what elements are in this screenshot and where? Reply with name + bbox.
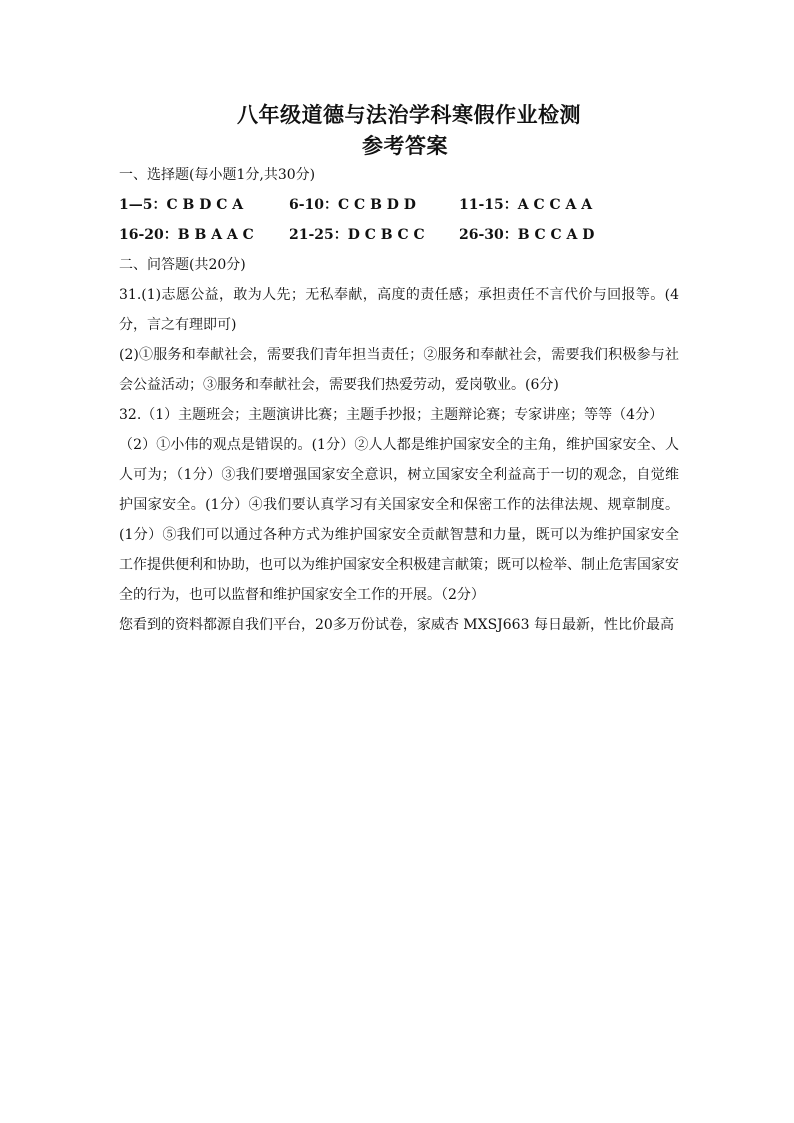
mc-answer-11-15: 11-15：A C C A A (459, 197, 593, 213)
footer-note: 您看到的资料都源自我们平台，20多万份试卷，家威杏 MXSJ663 每日最新，性比价最高 (119, 617, 674, 633)
q32-part2-answer: （2）①小伟的观点是错误的。(1分）②人人都是维护国家安全的主角，维护国家安全、人人可为；（1分）③我们要增强国家安全意识，树立国家安全利益高于一切的观念，自觉维护国家安全。(1分）④我们要认真学习有关国家安全和保密工作的法律法规、规章制度。(1分）⑤我们可以通过各种方式为维护国家安全贡献智慧和力量，既可以为维护国家安全工作提供便利和协助，也可以为维护国家安全积极建言献策；既可以检举、制止危害国家安全的行为，也可以监督和维护国家安全工作的开展。（2分） (119, 437, 679, 603)
mc-answer-21-25: 21-25：D C B C C (289, 227, 425, 243)
document-subtitle: 参考答案 (362, 133, 448, 158)
document-title: 八年级道德与法治学科寒假作业检测 (237, 102, 581, 127)
q32-part1-answer: 32.（1）主题班会；主题演讲比赛；主题手抄报；主题辩论赛；专家讲座；等等（4分） (119, 407, 664, 423)
mc-answer-6-10: 6-10：C C B D D (289, 197, 416, 213)
answer-content (119, 160, 679, 636)
mc-answer-row-1 (119, 190, 679, 220)
mc-answer-1-5: 1—5：C B D C A (119, 197, 244, 213)
section1-heading: 一、选择题(每小题1分,共30分) (119, 167, 316, 183)
mc-answer-16-20: 16-20：B B A A C (119, 227, 254, 243)
section2-heading: 二、问答题(共20分) (119, 257, 246, 273)
mc-answer-row-2 (119, 220, 679, 250)
q31-part1-answer: 31.(1)志愿公益，敢为人先；无私奉献，高度的责任感；承担责任不言代价与回报等。(4分，言之有理即可) (119, 287, 679, 333)
mc-answer-26-30: 26-30：B C C A D (459, 227, 595, 243)
q31-part2-answer: (2)①服务和奉献社会，需要我们青年担当责任；②服务和奉献社会，需要我们积极参与社会公益活动；③服务和奉献社会，需要我们热爱劳动，爱岗敬业。(6分) (119, 347, 679, 393)
